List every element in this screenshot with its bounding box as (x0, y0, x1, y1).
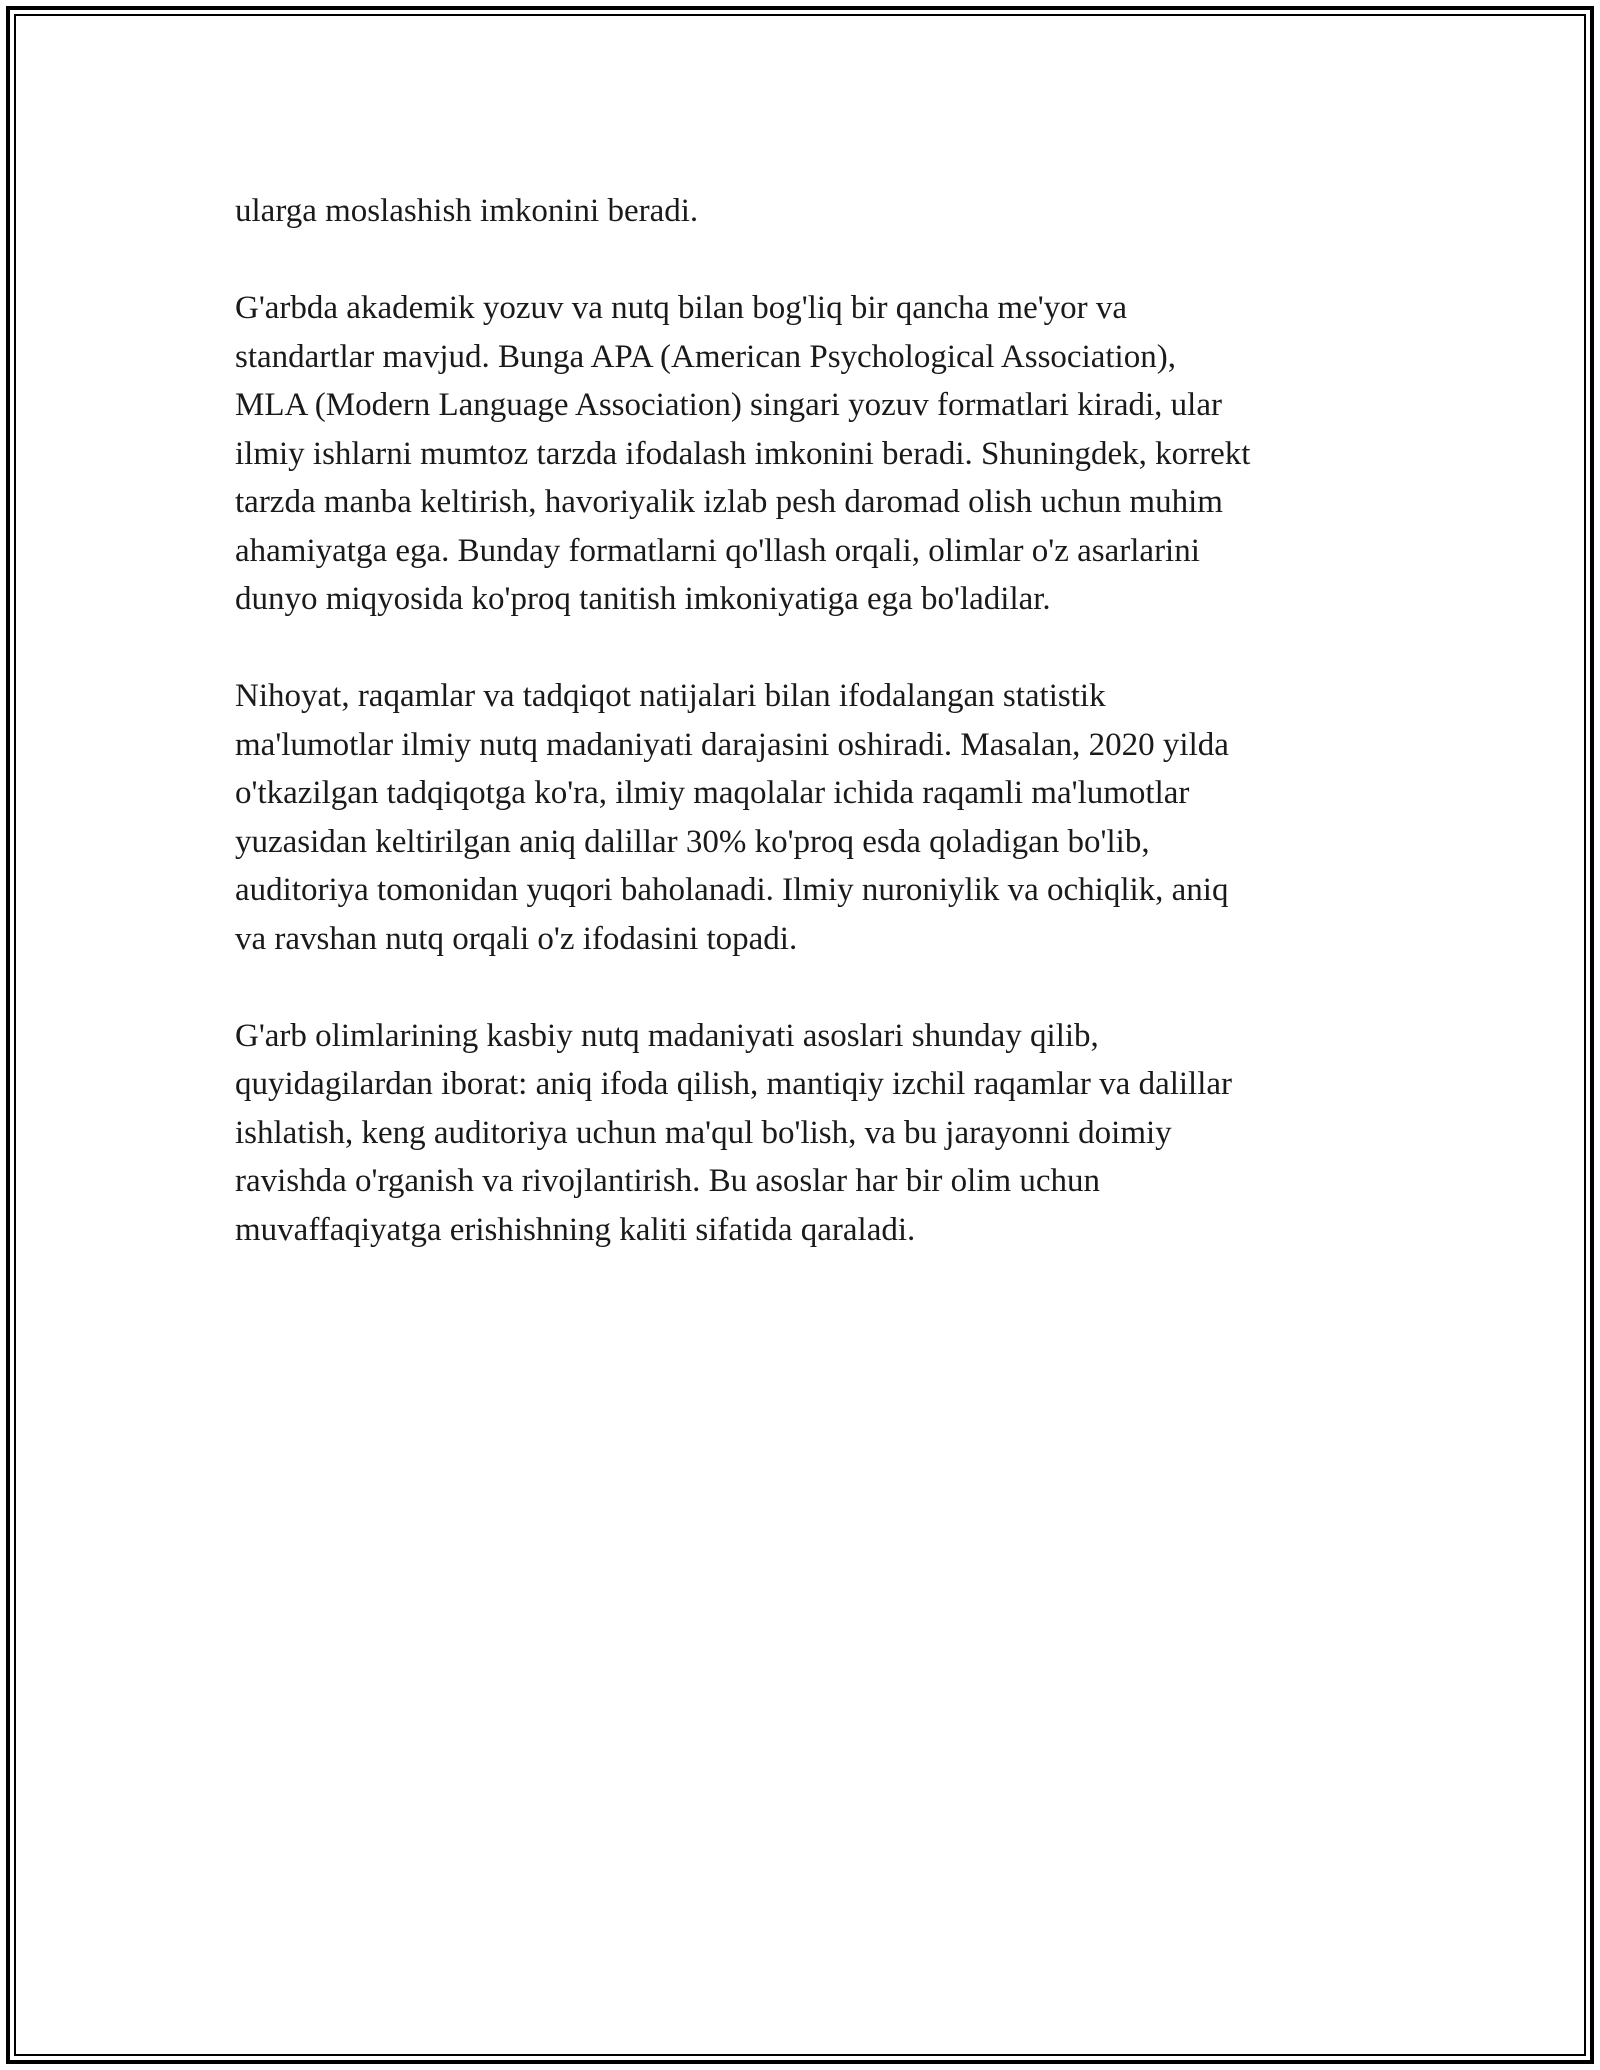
paragraph-1 (235, 187, 1385, 236)
text-line: ahamiyatga ega. Bunday formatlarni qo'llash orqali, olimlar o'z asarlarini (235, 532, 1200, 569)
text-line: tarzda manba keltirish, havoriyalik izlab pesh daromad olish uchun muhim (235, 484, 1223, 520)
text-line: standartlar mavjud. Bunga APA (American Psychological Association), (235, 338, 1176, 375)
text-line: muvaffaqiyatga erishishning kaliti sifatida qaraladi. (235, 1211, 916, 1248)
text-line: ma'lumotlar ilmiy nutq madaniyati darajasini oshiradi. Masalan, 2020 yilda (235, 726, 1229, 763)
text-line: MLA (Modern Language Association) singari yozuv formatlari kiradi, ular (235, 387, 1222, 423)
text-line: ularga moslashish imkonini beradi. (235, 193, 699, 229)
text-line: auditoriya tomonidan yuqori baholanadi. Ilmiy nuroniylik va ochiqlik, aniq (235, 872, 1229, 908)
text-line: o'tkazilgan tadqiqotga ko'ra, ilmiy maqolalar ichida raqamli ma'lumotlar (235, 775, 1190, 811)
text-line: va ravshan nutq orqali o'z ifodasini topadi. (235, 920, 798, 957)
text-line: yuzasidan keltirilgan aniq dalillar 30% ko'proq esda qoladigan bo'lib, (235, 823, 1150, 860)
text-line: G'arb olimlarining kasbiy nutq madaniyati asoslari shunday qilib, (235, 1017, 1099, 1054)
document-body (235, 187, 1385, 1303)
text-line: Nihoyat, raqamlar va tadqiqot natijalari bilan ifodalangan statistik (235, 678, 1106, 714)
paragraph-3 (235, 672, 1385, 963)
text-line: dunyo miqyosida ko'proq tanitish imkoniyatiga ega bo'ladilar. (235, 581, 1051, 617)
text-line: G'arbda akademik yozuv va nutq bilan bog'liq bir qancha me'yor va (235, 290, 1128, 326)
text-line: quyidagilardan iborat: aniq ifoda qilish, mantiqiy izchil raqamlar va dalillar (235, 1066, 1233, 1102)
paragraph-4 (235, 1012, 1385, 1255)
text-line: ilmiy ishlarni mumtoz tarzda ifodalash imkonini beradi. Shuningdek, korrekt (235, 435, 1251, 472)
paragraph-2 (235, 284, 1385, 624)
text-line: ishlatish, keng auditoriya uchun ma'qul bo'lish, va bu jarayonni doimiy (235, 1114, 1172, 1151)
text-line: ravishda o'rganish va rivojlantirish. Bu asoslar har bir olim uchun (235, 1163, 1101, 1199)
